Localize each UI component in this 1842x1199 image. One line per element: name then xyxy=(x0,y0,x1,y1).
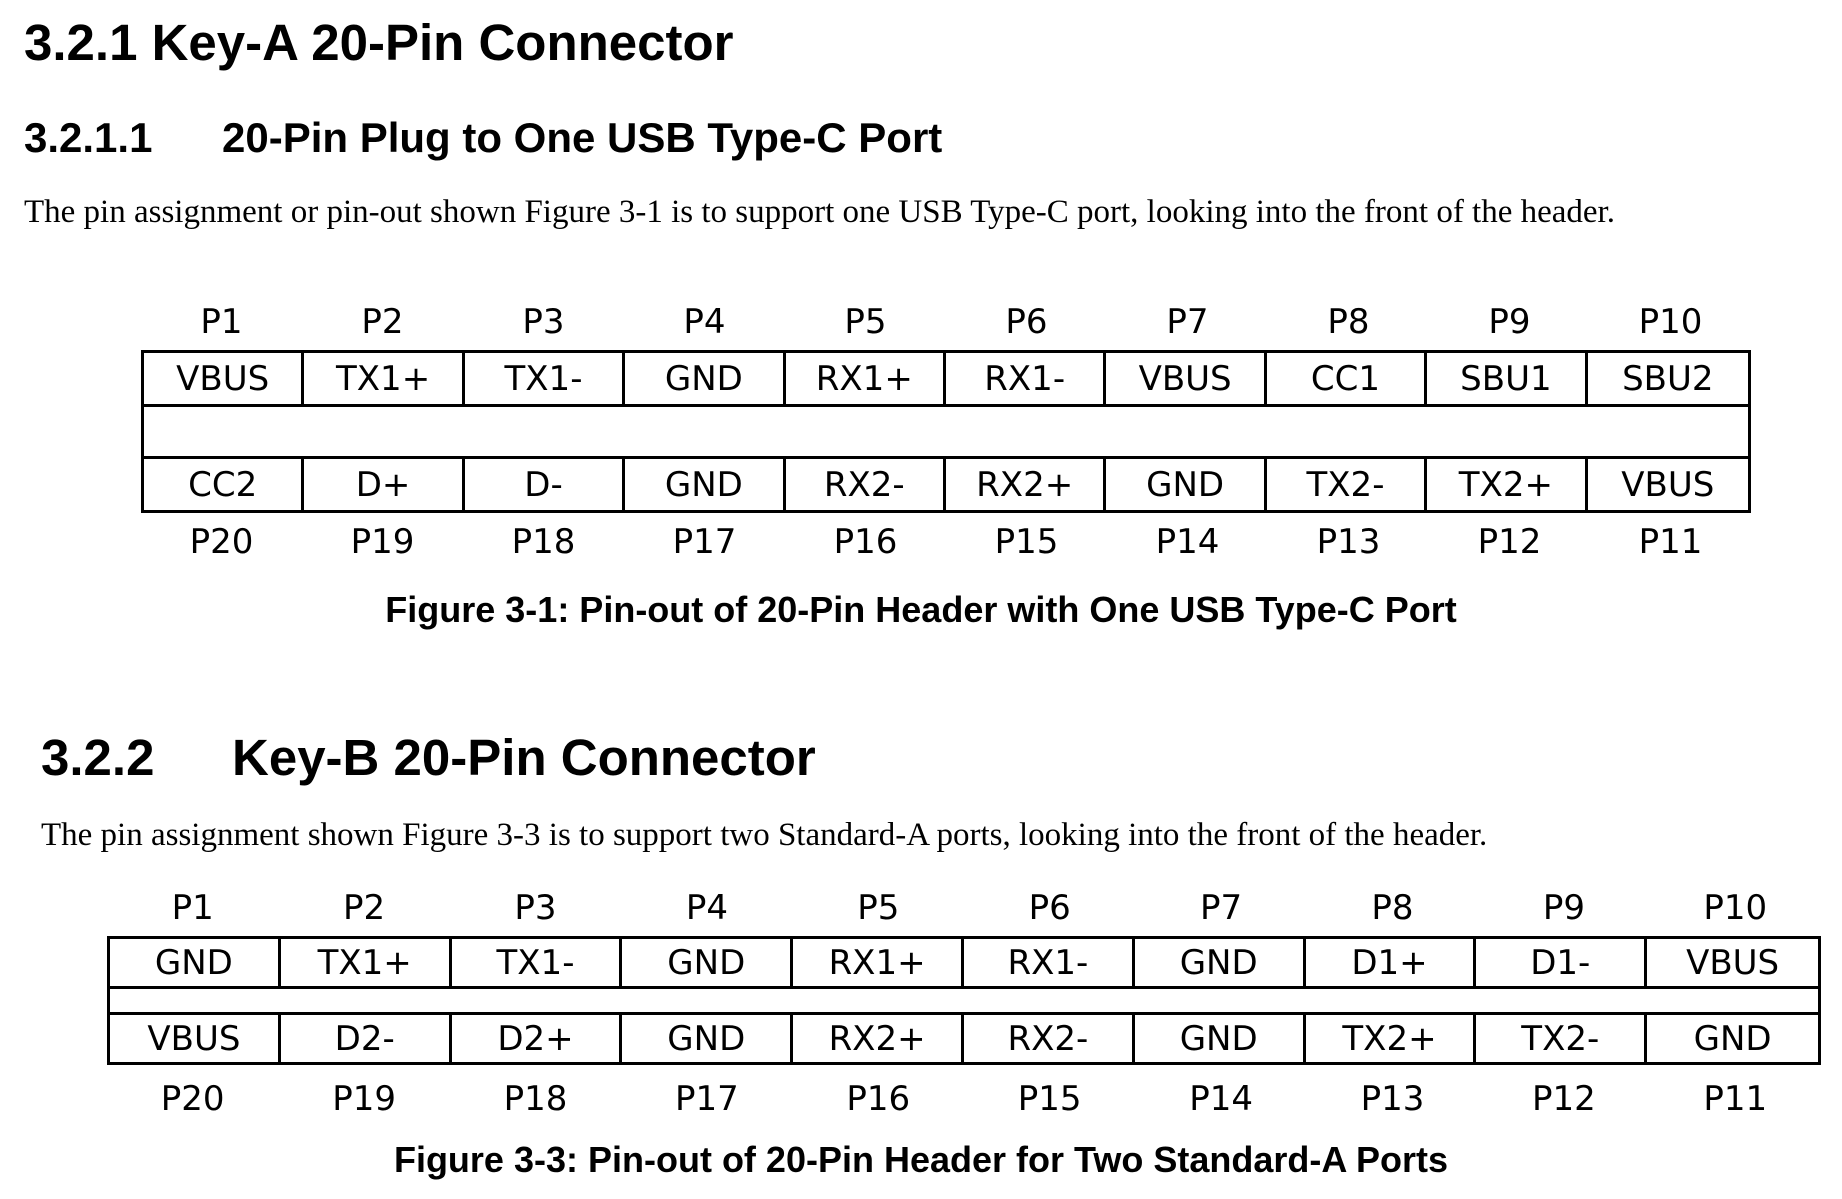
pin-number-label: P17 xyxy=(675,1079,739,1119)
bottom-pin-numbers xyxy=(141,522,1751,562)
pin-signal-cell: RX2+ xyxy=(793,1015,964,1062)
top-signal-cells xyxy=(144,353,1748,404)
pin-signal-cell: GND xyxy=(1135,939,1306,986)
pin-signal-cell: TX1- xyxy=(465,353,625,404)
figure-caption-3-1: Figure 3-1: Pin-out of 20-Pin Header with One USB Type-C Port xyxy=(385,589,1457,630)
pin-signal-cell: D2+ xyxy=(452,1015,623,1062)
pin-number-label: P17 xyxy=(672,522,737,562)
pin-number-label: P12 xyxy=(1477,522,1542,562)
pin-number-label: P12 xyxy=(1532,1079,1596,1119)
pinout-figure-3-3 xyxy=(107,888,1821,1118)
connector-key-gap xyxy=(141,407,1751,456)
pin-number-label: P15 xyxy=(994,522,1059,562)
pin-number-label: P4 xyxy=(683,302,726,342)
pin-signal-cell: TX1+ xyxy=(281,939,452,986)
pin-number-label: P6 xyxy=(1028,888,1071,928)
pin-number-label: P20 xyxy=(160,1079,225,1119)
pin-number-label: P10 xyxy=(1703,888,1768,928)
pin-number-label: P5 xyxy=(844,302,887,342)
pin-signal-cell: GND xyxy=(625,353,785,404)
pin-number-label: P8 xyxy=(1371,888,1414,928)
top-signal-cells xyxy=(110,939,1818,986)
pin-number-label: P20 xyxy=(189,522,254,562)
pin-number-label: P13 xyxy=(1316,522,1381,562)
section-title-3-2-2: Key-B 20-Pin Connector xyxy=(232,729,816,786)
pin-signal-cell: RX1- xyxy=(964,939,1135,986)
pin-signal-cell: SBU1 xyxy=(1427,353,1587,404)
subsection-title: 20-Pin Plug to One USB Type-C Port xyxy=(222,114,943,161)
pin-number-label: P18 xyxy=(511,522,576,562)
section-number-3-2-2: 3.2.2 xyxy=(41,729,155,786)
bottom-pin-row xyxy=(141,456,1751,513)
pin-number-label: P1 xyxy=(171,888,214,928)
pin-signal-cell: RX2- xyxy=(964,1015,1135,1062)
pin-signal-cell: TX1- xyxy=(452,939,623,986)
top-pin-row xyxy=(141,350,1751,407)
pin-signal-cell: GND xyxy=(1106,459,1266,510)
section-paragraph-standard-a: The pin assignment shown Figure 3-3 is to support two Standard-A ports, looking into the front of the header. xyxy=(41,817,1488,853)
pin-number-label: P6 xyxy=(1005,302,1048,342)
pin-number-label: P3 xyxy=(514,888,557,928)
pin-number-label: P16 xyxy=(846,1079,911,1119)
pin-number-label: P7 xyxy=(1200,888,1243,928)
pin-signal-cell: TX2+ xyxy=(1427,459,1587,510)
bottom-signal-cells xyxy=(110,1015,1818,1062)
pin-signal-cell: SBU2 xyxy=(1622,358,1714,399)
pin-number-label: P2 xyxy=(343,888,386,928)
bottom-pin-numbers xyxy=(107,1079,1821,1119)
pin-signal-cell: RX2+ xyxy=(946,459,1106,510)
pin-signal-cell: RX2- xyxy=(786,459,946,510)
pin-signal-cell: D+ xyxy=(304,459,464,510)
top-pin-row xyxy=(107,936,1821,989)
pin-number-label: P11 xyxy=(1638,522,1703,562)
figure-caption-3-3: Figure 3-3: Pin-out of 20-Pin Header for Two Standard-A Ports xyxy=(393,1139,1449,1180)
pin-signal-cell: RX1+ xyxy=(793,939,964,986)
pin-number-label: P14 xyxy=(1189,1079,1253,1119)
pin-signal-cell: VBUS xyxy=(1621,464,1715,505)
pin-number-label: P8 xyxy=(1327,302,1370,342)
pin-signal-cell: TX2- xyxy=(1476,1015,1647,1062)
pin-number-label: P11 xyxy=(1703,1079,1768,1119)
pin-signal-cell: VBUS xyxy=(1106,353,1266,404)
pin-number-label: P9 xyxy=(1488,302,1531,342)
pin-number-label: P10 xyxy=(1638,302,1703,342)
section-heading-3-2-1: 3.2.1 Key-A 20-Pin Connector xyxy=(24,14,734,71)
pin-number-label: P5 xyxy=(857,888,900,928)
bottom-signal-cells xyxy=(144,459,1748,510)
pin-number-label: P9 xyxy=(1542,888,1585,928)
pin-number-label: P1 xyxy=(200,302,243,342)
pin-signal-cell: CC2 xyxy=(144,459,304,510)
pin-signal-cell: GND xyxy=(625,459,785,510)
pin-signal-cell: D2- xyxy=(281,1015,452,1062)
pin-number-label: P4 xyxy=(685,888,728,928)
top-pin-numbers xyxy=(107,888,1821,928)
pin-signal-cell: D1- xyxy=(1476,939,1647,986)
top-pin-numbers xyxy=(141,302,1751,342)
section-paragraph-type-c: The pin assignment or pin-out shown Figure 3-1 is to support one USB Type-C port, looking into the front of the header. xyxy=(24,194,1615,230)
pin-signal-cell: VBUS xyxy=(144,353,304,404)
connector-key-gap xyxy=(107,989,1821,1012)
pin-number-label: P13 xyxy=(1360,1079,1425,1119)
pin-signal-cell: VBUS xyxy=(1686,942,1780,983)
pin-signal-cell: D- xyxy=(465,459,625,510)
pin-signal-cell: TX2+ xyxy=(1306,1015,1477,1062)
pin-signal-cell: GND xyxy=(1693,1018,1772,1059)
pin-signal-cell: TX1+ xyxy=(304,353,464,404)
pin-signal-cell: RX1+ xyxy=(786,353,946,404)
pin-number-label: P2 xyxy=(361,302,404,342)
pin-signal-cell: GND xyxy=(1135,1015,1306,1062)
pin-signal-cell: RX1- xyxy=(946,353,1106,404)
pin-number-label: P14 xyxy=(1155,522,1220,562)
pin-signal-cell: TX2- xyxy=(1267,459,1427,510)
bottom-pin-row xyxy=(107,1012,1821,1065)
pin-number-label: P19 xyxy=(350,522,415,562)
pin-number-label: P18 xyxy=(503,1079,568,1119)
pin-signal-cell: VBUS xyxy=(110,1015,281,1062)
pin-signal-cell: CC1 xyxy=(1267,353,1427,404)
subsection-number: 3.2.1.1 xyxy=(24,114,153,161)
pin-signal-cell: GND xyxy=(622,1015,793,1062)
pin-number-label: P19 xyxy=(332,1079,396,1119)
pin-signal-cell: GND xyxy=(622,939,793,986)
pin-number-label: P15 xyxy=(1017,1079,1082,1119)
pin-number-label: P16 xyxy=(833,522,898,562)
pin-signal-cell: D1+ xyxy=(1306,939,1477,986)
pin-number-label: P7 xyxy=(1166,302,1209,342)
pin-signal-cell: GND xyxy=(110,939,281,986)
pin-number-label: P3 xyxy=(522,302,565,342)
pinout-figure-3-1 xyxy=(141,302,1751,562)
